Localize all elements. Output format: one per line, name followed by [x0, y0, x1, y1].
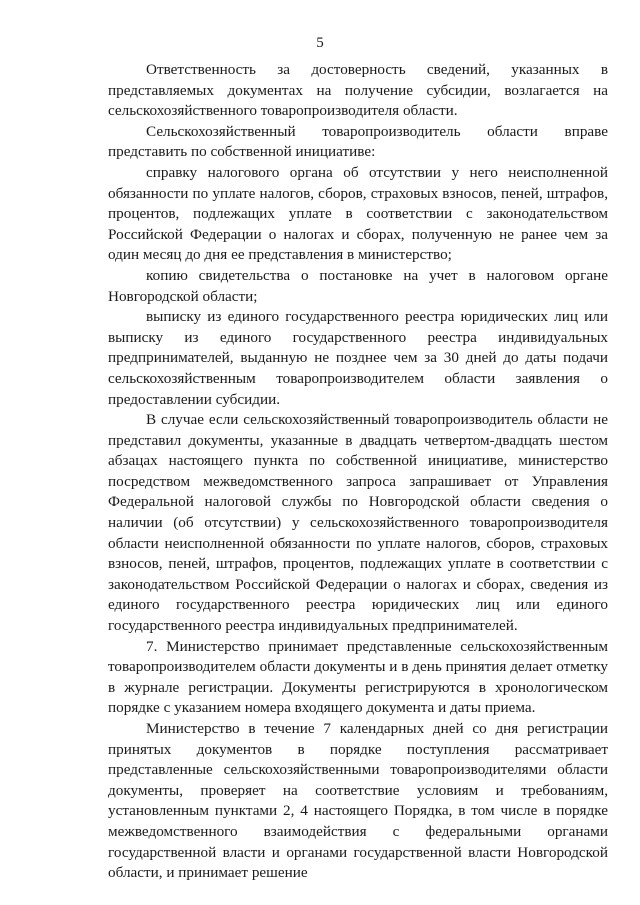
document-body — [108, 60, 608, 884]
paragraph-interagency-request: В случае если сельскохозяйственный товаропроизводитель области не представил документы, указанные в двадцать четвертом-двадцать шестом абзацах настоящего пункта по собственной инициативе, министерство посредством межведомственного запроса запрашивает от Управления Федеральной налоговой службы по Новгородской области сведения о наличии (об отсутствии) у сельскохозяйственного товаропроизводителя области неисполненной обязанности по уплате налогов, сборов, страховых взносов, пеней, штрафов, процентов, подлежащих уплате в соответствии с законодательством Российской Федерации о налогах и сборах, сведения из единого государственного реестра юридических лиц или единого государственного реестра индивидуальных предпринимателей. — [108, 411, 608, 635]
page-number: 5 — [316, 35, 324, 51]
paragraph-registry-extract: выписку из единого государственного реестра юридических лиц или выписку из единого государственного реестра индивидуальных предпринимателей, выданную не позднее чем за 30 дней до даты подачи сельскохозяйственным товаропроизводителем области заявления о предоставлении субсидии. — [108, 308, 608, 408]
paragraph-own-initiative: Сельскохозяйственный товаропроизводитель области вправе представить по собственной инициативе: — [108, 122, 608, 161]
paragraph-responsibility: Ответственность за достоверность сведений, указанных в представляемых документах на получение субсидии, возлагается на сельскохозяйственного товаропроизводителя области. — [108, 61, 608, 120]
paragraph-registration-copy: копию свидетельства о постановке на учет в налоговом органе Новгородской области; — [108, 266, 608, 305]
paragraph-review-period: Министерство в течение 7 календарных дней со дня регистрации принятых документов в порядке поступления рассматривает представленные сельскохозяйственными товаропроизводителями области документы, проверяет на соответствие условиям и требованиям, установленным пунктами 2, 4 настоящего Порядка, в том числе в порядке межведомственного взаимодействия с федеральными органами государственной власти и органами государственной власти Новгородской области, и принимает решение — [108, 720, 608, 882]
paragraph-item-7: 7. Министерство принимает представленные сельскохозяйственным товаропроизводителем области документы и в день принятия делает отметку в журнале регистрации. Документы регистрируются в хронологическом порядке с указанием номера входящего документа и даты приема. — [108, 637, 608, 717]
paragraph-tax-certificate: справку налогового органа об отсутствии у него неисполненной обязанности по уплате налогов, сборов, страховых взносов, пеней, штрафов, процентов, подлежащих уплате в соответствии с законодательством Российской Федерации о налогах и сборах, полученную не ранее чем за один месяц до дня ее представления в министерство; — [108, 163, 608, 264]
